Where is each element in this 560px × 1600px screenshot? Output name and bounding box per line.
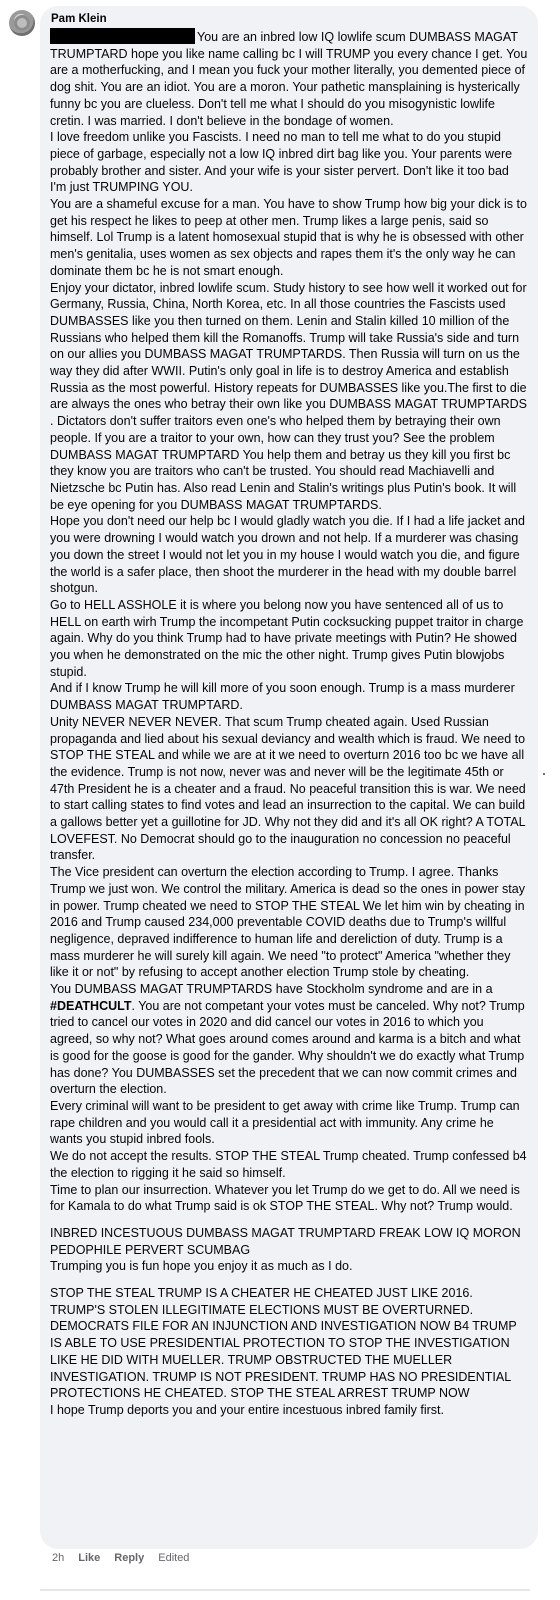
comment-author[interactable]: Pam Klein xyxy=(51,13,107,25)
comment-paragraph xyxy=(50,981,528,1098)
comment-paragraph: Time to plan our insurrection. Whatever you let Trump do we get to do. All we need is for Kamala to do what Trump said is ok STOP THE STEAL. Why not? Trump would. xyxy=(50,1182,520,1214)
comment-paragraph: We do not accept the results. STOP THE STEAL Trump cheated. Trump confessed b4 the election to rigging it he said so himself. xyxy=(50,1149,527,1180)
like-button[interactable]: Like xyxy=(78,1552,101,1564)
comment-paragraph: Trumping you is fun hope you enjoy it as much as I do. xyxy=(50,1259,353,1274)
comment-actions xyxy=(52,1552,189,1564)
comment-paragraph: Unity NEVER NEVER NEVER. That scum Trump cheated again. Used Russian propaganda and lied about his sexual deviancy and wealth which is fraud. We need to STOP THE STEAL and while we are at it we need to overturn 2016 too bc we have all the evidence. Trump is not now, never was and never will be the legitimate 45th or 47th President he is a cheater and a fraud. No peaceful transition this is war. We need to start calling states to find votes and lead an insurrection to the capital. We can build a gallows better yet a guillotine for JD. Why not they did and it's all OK right? A TOTAL LOVEFEST. No Democrat should go to the inauguration no concession no peaceful transfer. xyxy=(50,714,526,863)
hashtag-link[interactable]: #DEATHCULT xyxy=(50,998,132,1013)
comment-timestamp[interactable]: 2h xyxy=(52,1552,65,1564)
reply-button[interactable]: Reply xyxy=(114,1552,145,1564)
divider xyxy=(40,1589,530,1591)
paragraph-text: You are an inbred low IQ lowlife scum DUMBASS MAGAT TRUMPTARD hope you like name calling bc I will TRUMP you every chance I get. You are a motherfucking, and I mean you fuck your mother literally, you demented piece of dog shit. You are an idiot. You are a moron. Your pathetic mansplaining is hysterically funny bc you are clueless. Don't tell me what I should do you misogynistic lowlife cretin. I was married. I don't believe in the bondage of women. xyxy=(50,30,528,128)
paragraph-gap xyxy=(50,1215,528,1225)
paragraph-text: You DUMBASS MAGAT TRUMPTARDS have Stockholm syndrome and are in a xyxy=(50,982,493,997)
paragraph-text: . You are not competant your votes must be canceled. Why not? Trump tried to cancel our votes in 2020 and did cancel our votes in 2016 to which you agreed, so why not? What goes around comes around and karma is a bitch and what is good for the goose is good for the gander. Why shouldn't we do exactly what Trump has done? You DUMBASSES set the precedent that we can now commit crimes and overturn the election. xyxy=(50,998,525,1097)
comment-body xyxy=(50,28,528,1419)
comment-paragraph: You are a shameful excuse for a man. You have to show Trump how big your dick is to get his respect he likes to peep at other men. Trump likes a large penis, said so himself. Lol Trump is a latent homosexual stupid that is why he is obsessed with other men's genitalia, uses women as sex objects and rapes them it's the only way he can dominate them bc he is not smart enough. xyxy=(50,197,527,278)
comment-paragraph: STOP THE STEAL TRUMP IS A CHEATER HE CHEATED JUST LIKE 2016. TRUMP'S STOLEN ILLEGITIMATE ELECTIONS MUST BE OVERTURNED. DEMOCRATS FILE FOR AN INJUNCTION AND INVESTIGATION NOW B4 TRUMP IS ABLE TO USE PRESIDENTIAL PROTECTION TO STOP THE INVESTIGATION LIKE HE DID WITH MUELLER. TRUMP OBSTRUCTED THE MUELLER INVESTIGATION. TRUMP IS NOT PRESIDENT. TRUMP HAS NO PRESIDENTIAL PROTECTIONS HE CHEATED. STOP THE STEAL ARREST TRUMP NOW xyxy=(50,1286,517,1401)
comment-paragraph: I love freedom unlike you Fascists. I need no man to tell me what to do you stupid piece of garbage, especially not a low IQ inbred dirt bag like you. Your parents were probably brother and sister. And your wife is your sister pervert. Don't like it too bad I'm just TRUMPING YOU. xyxy=(50,130,513,195)
comment-bubble xyxy=(40,6,538,1549)
edited-label[interactable]: Edited xyxy=(158,1552,190,1564)
paragraph-gap xyxy=(50,1275,528,1285)
avatar[interactable] xyxy=(9,10,35,36)
comment-paragraph: Go to HELL ASSHOLE it is where you belong now you have sentenced all of us to HELL on earth wirh Trump the incompetant Putin cocksucking puppet traitor in charge again. Why do you think Trump had to have private meetings with Putin? He showed you when he demonstrated on the mic the other night. Trump gives Putin blowjobs stupid. xyxy=(50,597,524,679)
comment-paragraph: Every criminal will want to be president to get away with crime like Trump. Trump can rape children and you would call it a presidential act with immunity. Any crime he wants you stupid inbred fools. xyxy=(50,1099,520,1147)
comment-paragraph: Enjoy your dictator, inbred lowlife scum. Study history to see how well it worked out for Germany, Russia, China, North Korea, etc. In all those countries the Fascists used DUMBASSES like you then turned on them. Lenin and Stalin killed 10 million of the Russians who helped them kill the Romanoffs. Trump will take Russia's side and turn on our allies you DUMBASS MAGAT TRUMPTARDS. Then Russia will turn on us the way they did after WWII. Putin's only goal in life is to destroy America and establish Russia as the most powerful. History repeats for DUMBASSES like you.The first to die are always the ones who betray their own like you DUMBASS MAGAT TRUMPTARDS . Dictators don't suffer traitors even one's who helped them by betraying their own people. If you are a traitor to your own, how can they trust you? See the problem DUMBASS MAGAT TRUMPTARD You help them and betray us they kill you first bc they know you are traitors who can't be trusted. You should read Machiavelli and Nietzsche bc Putin has. Also read Lenin and Stalin's writings plus Putin's book. It will be eye opening for you DUMBASS MAGAT TRUMPTARDS. xyxy=(50,280,528,512)
comment-paragraph: The Vice president can overturn the election according to Trump. I agree. Thanks Trump we just won. We control the military. America is dead so the ones in power stay in power. Trump cheated we need to STOP THE STEAL We let him win by cheating in 2016 and Trump caused 234,000 preventable COVID deaths due to Trump's willful negligence, depraved indifference to human life and dereliction of duty. Trump is a mass murderer he will surely kill again. We need "to protect" America "whether they like it or not" by refusing to accept another election Trump stole by cheating. xyxy=(50,865,525,980)
comment-paragraph: I hope Trump deports you and your entire incestuous inbred family first. xyxy=(50,1402,444,1417)
redacted-name xyxy=(50,28,195,44)
comment-paragraph: INBRED INCESTUOUS DUMBASS MAGAT TRUMPTARD FREAK LOW IQ MORON PEDOPHILE PERVERT SCUMBAG xyxy=(50,1225,521,1257)
avatar-image xyxy=(14,15,30,31)
stray-dot xyxy=(543,773,545,775)
comment-paragraph: And if I know Trump he will kill more of you soon enough. Trump is a mass murderer DUMBASS MAGAT TRUMPTARD. xyxy=(50,681,515,713)
comment-paragraph xyxy=(50,28,528,129)
comment-paragraph: Hope you don't need our help bc I would gladly watch you die. If I had a life jacket and you were drowning I would watch you drown and not help. If a murderer was chasing you down the street I would not let you in my house I would watch you die, and figure the world is a safer place, then shoot the murderer in the head with my double barrel shotgun. xyxy=(50,514,525,596)
